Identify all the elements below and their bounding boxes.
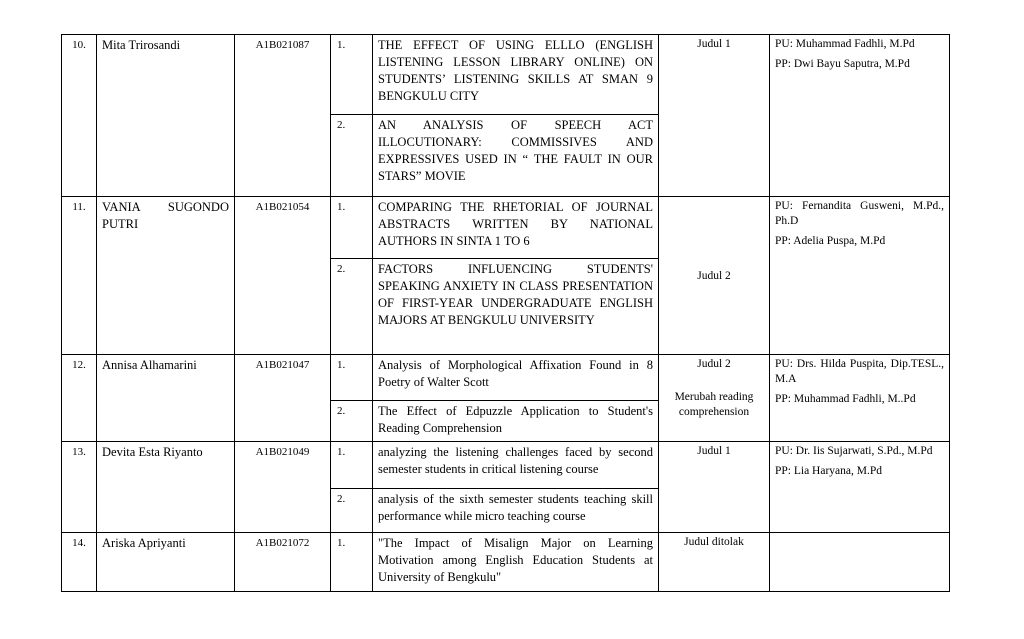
secondary-supervisor: PP: Dwi Bayu Saputra, M.Pd: [775, 58, 910, 70]
student-name: Ariska Apriyanti: [97, 533, 235, 592]
secondary-supervisor: PP: Lia Haryana, M.Pd: [775, 465, 883, 477]
table-row: [62, 197, 950, 259]
supervisors: [770, 355, 950, 442]
table-row: [62, 35, 950, 115]
title-option-number: 2.: [331, 115, 373, 197]
primary-supervisor: PU: Fernandita Gusweni, M.Pd., Ph.D: [775, 200, 944, 227]
thesis-title-table: [61, 34, 950, 592]
supervisors-empty: [770, 533, 950, 592]
title-status: Judul 1: [659, 442, 770, 533]
student-name: Mita Trirosandi: [97, 35, 235, 197]
row-number: 13.: [62, 442, 97, 533]
title-option-number: 1.: [331, 35, 373, 115]
revision-note: Merubah reading comprehension: [674, 391, 754, 418]
table-row: [62, 355, 950, 401]
title-option-number: 2.: [331, 489, 373, 533]
row-number: 14.: [62, 533, 97, 592]
primary-supervisor: PU: Muhammad Fadhli, M.Pd: [775, 38, 915, 50]
row-number: 11.: [62, 197, 97, 355]
proposed-title: analyzing the listening challenges faced by second semester students in critical listening course: [373, 442, 659, 489]
student-nim: A1B021054: [235, 197, 331, 355]
proposed-title: COMPARING THE RHETORIAL OF JOURNAL ABSTRACTS WRITTEN BY NATIONAL AUTHORS IN SINTA 1 TO 6: [373, 197, 659, 259]
title-status: Judul 2: [659, 197, 770, 355]
thesis-title-table-page: [61, 34, 949, 592]
title-option-number: 1.: [331, 442, 373, 489]
primary-supervisor: PU: Drs. Hilda Puspita, Dip.TESL., M.A: [775, 358, 944, 385]
row-number: 10.: [62, 35, 97, 197]
supervisors: [770, 197, 950, 355]
title-status: Judul 2: [697, 358, 731, 370]
supervisors: [770, 35, 950, 197]
title-status-cell: [659, 355, 770, 442]
title-option-number: 1.: [331, 355, 373, 401]
proposed-title: analysis of the sixth semester students teaching skill performance while micro teaching course: [373, 489, 659, 533]
supervisors: [770, 442, 950, 533]
title-option-number: 2.: [331, 401, 373, 442]
proposed-title: THE EFFECT OF USING ELLLO (ENGLISH LISTENING LESSON LIBRARY ONLINE) ON STUDENTS’ LISTENING SKILLS AT SMAN 9 BENGKULU CITY: [373, 35, 659, 115]
proposed-title: "The Impact of Misalign Major on Learning Motivation among English Education Students at University of Bengkulu": [373, 533, 659, 592]
title-option-number: 2.: [331, 259, 373, 355]
secondary-supervisor: PP: Muhammad Fadhli, M..Pd: [775, 393, 916, 405]
student-nim: A1B021049: [235, 442, 331, 533]
title-option-number: 1.: [331, 197, 373, 259]
student-nim: A1B021087: [235, 35, 331, 197]
proposed-title: The Effect of Edpuzzle Application to Student's Reading Comprehension: [373, 401, 659, 442]
primary-supervisor: PU: Dr. Iis Sujarwati, S.Pd., M.Pd: [775, 445, 933, 457]
table-row: [62, 533, 950, 592]
title-status: Judul 1: [659, 35, 770, 197]
student-name: Devita Esta Riyanto: [97, 442, 235, 533]
row-number: 12.: [62, 355, 97, 442]
proposed-title: Analysis of Morphological Affixation Found in 8 Poetry of Walter Scott: [373, 355, 659, 401]
student-nim: A1B021047: [235, 355, 331, 442]
proposed-title: AN ANALYSIS OF SPEECH ACT ILLOCUTIONARY: COMMISSIVES AND EXPRESSIVES USED IN “ THE FAULT IN OUR STARS” MOVIE: [373, 115, 659, 197]
title-status: Judul ditolak: [659, 533, 770, 592]
secondary-supervisor: PP: Adelia Puspa, M.Pd: [775, 235, 886, 247]
title-option-number: 1.: [331, 533, 373, 592]
student-name: Annisa Alhamarini: [97, 355, 235, 442]
proposed-title: FACTORS INFLUENCING STUDENTS' SPEAKING ANXIETY IN CLASS PRESENTATION OF FIRST-YEAR UNDERGRADUATE ENGLISH MAJORS AT BENGKULU UNIVERSITY: [373, 259, 659, 355]
student-nim: A1B021072: [235, 533, 331, 592]
student-name: VANIA SUGONDO PUTRI: [97, 197, 235, 355]
table-row: [62, 442, 950, 489]
